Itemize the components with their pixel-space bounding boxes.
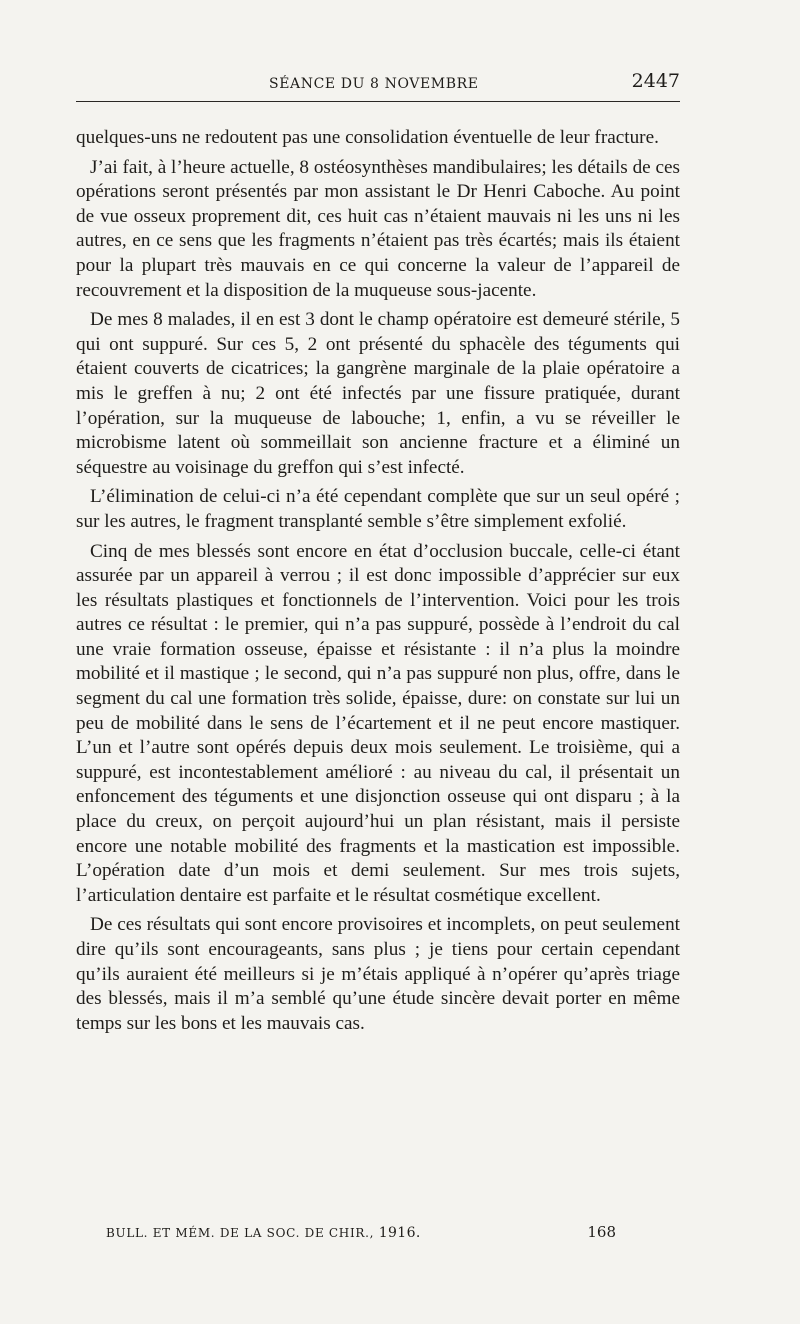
page-footer <box>106 1223 616 1241</box>
paragraph: De ces résultats qui sont encore provisoires et incomplets, on peut seulement dire qu’ils sont encourageants, sans plus ; je tiens pour certain cependant qu’ils auraient été meilleurs si je m’étais appliqué à n’opérer qu’après triage des blessés, mais il m’a semblé qu’une étude sincère devait porter en même temps sur les bons et les mauvais cas. <box>76 914 680 1034</box>
paragraph: quelques-uns ne redoutent pas une consolidation éventuelle de leur fracture. <box>76 127 659 148</box>
page-number: 2447 <box>631 70 680 92</box>
paragraph: J’ai fait, à l’heure actuelle, 8 ostéosynthèses mandibulaires; les détails de ces opérations seront présentés par mon assistant le Dr Henri Caboche. Au point de vue osseux proprement dit, ces huit cas n’étaient mauvais ni les uns ni les autres, en ce sens que les fragments n’étaient pas très écartés; mais ils étaient pour la plupart très mauvais en ce qui concerne la valeur de l’appareil de recouvrement et la disposition de la muqueuse sous-jacente. <box>76 156 680 301</box>
body-text <box>76 126 680 1041</box>
journal-title: BULL. ET MÉM. DE LA SOC. DE CHIR., <box>106 1226 375 1240</box>
journal-year: 1916. <box>378 1225 421 1241</box>
paragraph: Cinq de mes blessés sont encore en état d’occlusion buccale, celle-ci étant assurée par un appareil à verrou ; il est donc impossible d’apprécier sur eux les résultats plastiques et fonctionnels de l’intervention. Voici pour les trois autres ce résultat : le premier, qui n’a pas suppuré, possède à l’endroit du cal une vraie formation osseuse, épaisse et résistante : il n’a plus la moindre mobilité et il mastique ; le second, qui n’a pas suppuré non plus, offre, dans le segment du cal une formation très solide, épaisse, dure: on constate sur lui un peu de mobilité dans le sens de l’écartement et il ne peut encore mastiquer. L’un et l’autre sont opérés depuis deux mois seulement. Le troisième, qui a suppuré, est incontestablement amélioré : au niveau du cal, il présentait un enfoncement des téguments et une disjonction osseuse qui ont disparu ; à la place du creux, on perçoit aujourd’hui un plan résistant, mais il persiste encore une notable mobilité des fragments et la mastication est impossible. L’opération date d’un mois et demi seulement. Sur mes trois sujets, l’articulation dentaire est parfaite et le résultat cosmétique excellent. <box>76 540 680 906</box>
header-rule <box>76 101 680 102</box>
journal-reference <box>106 1225 421 1241</box>
paragraph: L’élimination de celui-ci n’a été cependant complète que sur un seul opéré ; sur les autres, le fragment transplanté semble s’être simplement exfolié. <box>76 486 680 532</box>
running-title: SÉANCE DU 8 NOVEMBRE <box>269 76 479 92</box>
sheet-number: 168 <box>587 1223 616 1241</box>
page-header <box>76 64 680 92</box>
paragraph: De mes 8 malades, il en est 3 dont le champ opératoire est demeuré stérile, 5 qui ont suppuré. Sur ces 5, 2 ont présenté du sphacèle des téguments qui étaient couverts de cicatrices; la gangrène marginale de la plaie opératoire a mis le greffen à nu; 2 ont été infectés par une fissure pratiquée, durant l’opération, sur la muqueuse de labouche; 1, enfin, a vu se réveiller le microbisme latent où sommeillait son ancienne fracture et a éliminé un séquestre au voisinage du greffon qui s’est infecté. <box>76 309 680 478</box>
